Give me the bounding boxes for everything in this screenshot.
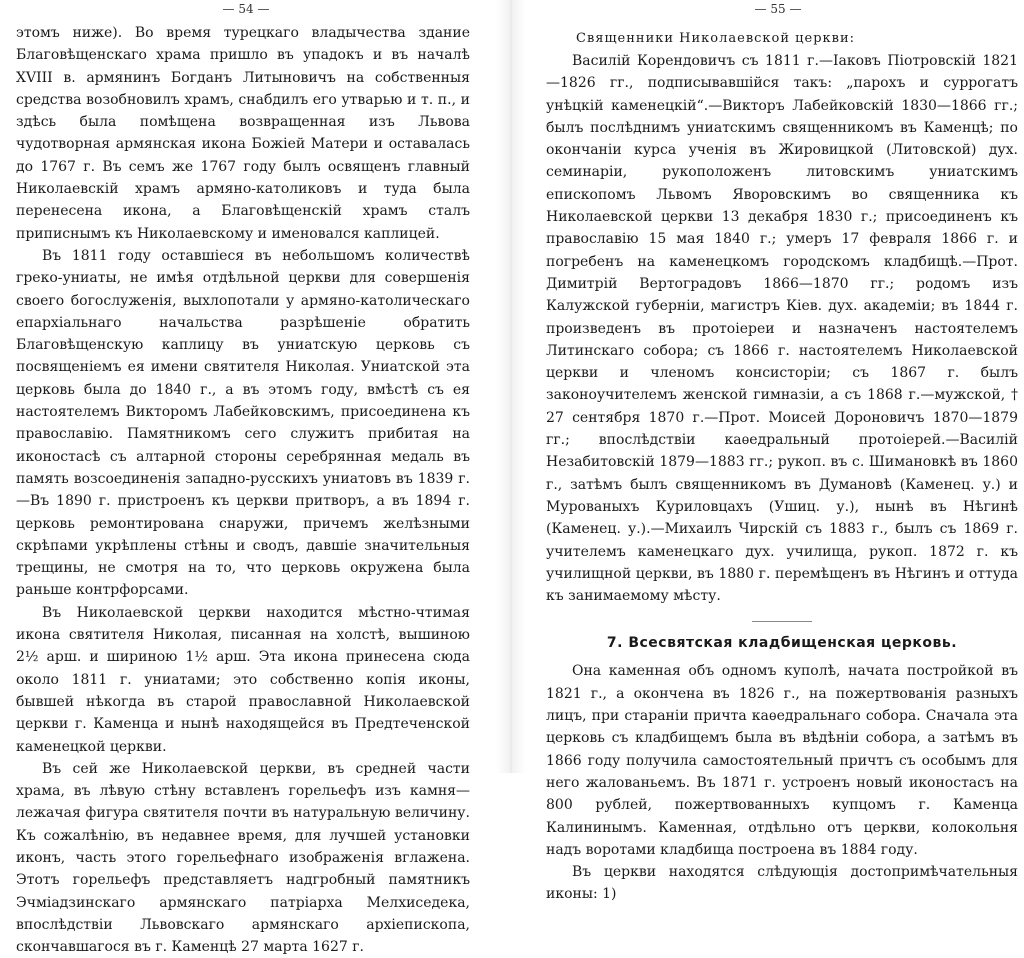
paragraph: Въ сей же Николаевской церкви, въ средней части храма, въ лѣвую стѣну вставленъ горельефъ изъ камня—лежачая фигура святителя почти въ натуральную величину. Къ сожалѣнiю, въ недавнее время, для лучшей установки иконъ, часть этого горельефнаго изображенiя вглажена. Этотъ горельефъ представляетъ надгробный памятникъ Эчмiадзинскаго армянскаго патрiарха Мелхиседека, впослѣдствiи Львовскаго армянскаго архiепископа, скончавшагося въ г. Каменцѣ 27 марта 1627 г.	[16, 760, 470, 956]
section-divider	[752, 621, 812, 622]
right-page-body	[532, 18, 1024, 906]
left-page	[0, 0, 492, 956]
right-page	[532, 0, 1024, 903]
page-number-right: — 55 —	[754, 2, 802, 16]
paragraph: Въ Николаевской церкви находится мѣстно-чтимая икона святителя Николая, писанная на холстѣ, вышиною 2½ арш. и шириною 1½ арш. Эта икона принесена сюда около 1811 г. униатами; это собственно копiя иконы, бывшей нѣкогда въ старой православной Николаевской церкви г. Каменца и нынѣ находящейся въ Предтеченской каменецкой церкви.	[16, 604, 470, 755]
paragraph: Она каменная объ одномъ куполѣ, начата постройкой въ 1821 г., а окончена въ 1826 г., на пожертвованiя разныхъ лицъ, при старанiи причта каѳедральнаго собора. Сначала эта церковь съ кладбищемъ была въ вѣдѣнiи собора, а затѣмъ въ 1866 году получила самостоятельный причтъ съ особымъ для него жалованьемъ. Въ 1871 г. устроенъ новый иконостасъ на 800 рублей, пожертвованныхъ купцомъ г. Каменца Калининымъ. Каменная, отдѣльно отъ церкви, колокольня надъ воротами кладбища построена въ 1884 году.	[546, 663, 1018, 858]
section-title: 7. Всесвятская кладбищенская церковь.	[606, 635, 958, 652]
section-heading: Священники Николаевской церкви:	[576, 31, 856, 46]
book-gutter	[496, 0, 526, 773]
page-number-left: — 54 —	[222, 2, 270, 16]
paragraph: Въ 1811 году оставшiеся въ небольшомъ количествѣ греко-униаты, не имѣя отдѣльной церкви для совершенiя своего богослуженiя, выхлопотали у армяно-католическаго епархiальнаго начальства разрѣшенiе обратить Благовѣщенскую каплицу въ униатскую церковь съ посвященiемъ ея имени святителя Николая. Униатской эта церковь была до 1840 г., а въ этомъ году, вмѣстѣ съ ея настоятелемъ Викторомъ Лабейковскимъ, присоединена къ православiю. Памятникомъ сего служитъ прибитая на иконостасѣ съ алтарной стороны серебрянная медаль въ память возсоединенiя западно-русскихъ униатовъ въ 1839 г.—Въ 1890 г. пристроенъ къ церкви притворъ, а въ 1894 г. церковь ремонтирована снаружи, причемъ желѣзными скрѣпами укрѣплены стѣны и сводъ, давшiе значительныя трещины, не смотря на то, что церковь окружена была раньше контрфорсами.	[16, 247, 470, 599]
paragraph: этомъ ниже). Во время турецкаго владычества здание Благовѣщенскаго храма пришло въ упадокъ и въ началѣ XVIII в. армянинъ Богданъ Литыновичъ на собственныя средства возобновилъ храмъ, снабдилъ его утварью и т. п., и здѣсь была помѣщена возвращенная изъ Львова чудотворная армянская икона Божiей Матери и оставалась до 1767 г. Въ семъ же 1767 году былъ освященъ главный Николаевскiй храмъ армяно-католиковъ и туда была перенесена икона, а Благовѣщенскiй храмъ сталъ приписнымъ къ Николаевскому и именовался каплицей.	[16, 25, 470, 242]
clergy-paragraph: Василiй Корендовичъ съ 1811 г.—Iаковъ Пiотровскiй 1821—1826 гг., подписывавшiйся такъ: „парохъ и суррогатъ унѣцкiй каменецкiй“.—Викторъ Лабейковскiй 1830—1866 гг.; былъ послѣднимъ униатскимъ священникомъ въ Каменцѣ; по окончанiи курса ученiя въ Жировицкой (Литовской) дух. семинарiи, рукоположенъ литовскимъ униатскимъ епископомъ Львомъ Яворовскимъ во священника къ Николаевской церкви 13 декабря 1830 г.; присоединенъ къ православiю 15 мая 1840 г.; умеръ 17 февраля 1866 г. и погребенъ на каменецкомъ городскомъ кладбищѣ.—Прот. Димитрiй Вертоградовъ 1866—1870 гг.; родомъ изъ Калужской губернiи, магистръ Кiев. дух. академiи; въ 1844 г. произведенъ въ протоiереи и назначенъ настоятелемъ Литинскаго собора; съ 1866 г. настоятелемъ Николаевской церкви и членомъ консисторiи; съ 1867 г. былъ законоучителемъ женской гимназiи, а съ 1868 г.—мужской, † 27 сентября 1870 г.—Прот. Моисей Дороновичъ 1870—1879 гг.; впослѣдствiи каѳедральный протоiерей.—Василiй Незабитовскiй 1879—1883 гг.; рукоп. въ с. Шимановкѣ въ 1860 г., затѣмъ былъ священникомъ въ Думановѣ (Каменец. у.) и Мурованыхъ Куриловцахъ (Ушиц. у.), нынѣ въ Нѣгинѣ (Каменец. у.).—Михаилъ Чирскiй съ 1883 г., былъ съ 1869 г. учителемъ каменецкаго дух. училища, рукоп. 1872 г. къ училищной церкви, въ 1880 г. перемѣщенъ въ Нѣгинъ и оттуда къ занимаемому мѣсту.	[546, 53, 1018, 605]
paragraph: Въ церкви находятся слѣдующiя достопримѣчательныя иконы: 1)	[546, 864, 1018, 903]
left-page-body	[0, 18, 492, 958]
